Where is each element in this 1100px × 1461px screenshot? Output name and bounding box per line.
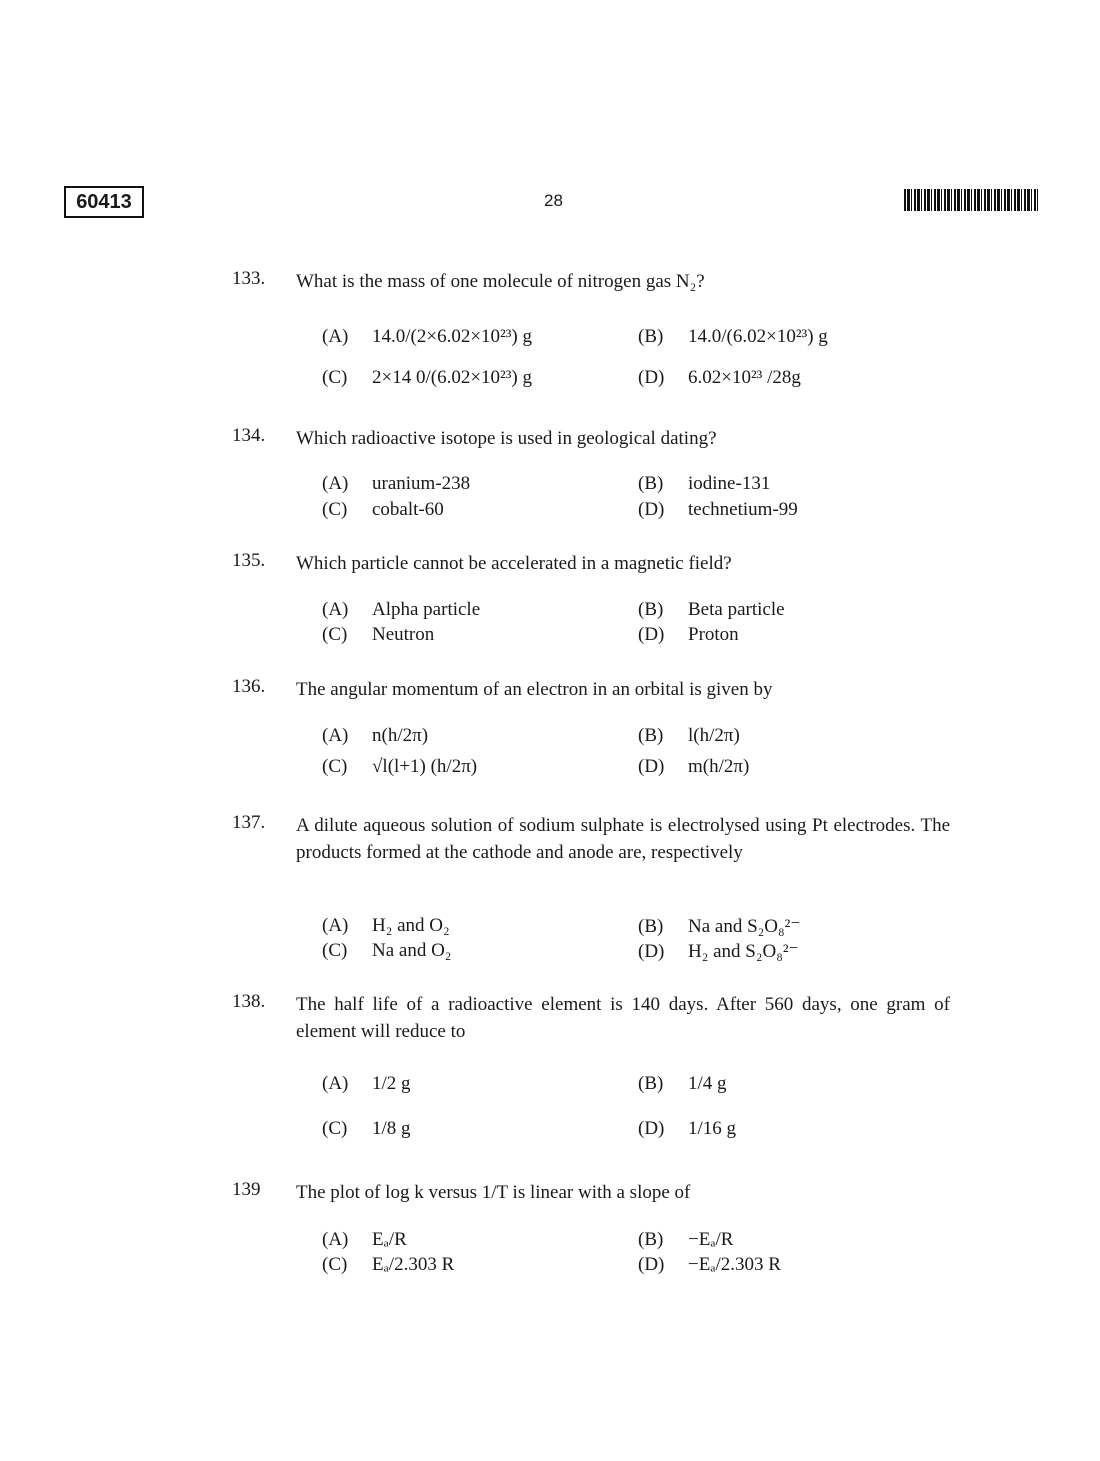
page-number: 28 <box>544 191 563 210</box>
option-d[interactable]: (D) Proton <box>638 624 739 645</box>
option-b[interactable]: (B) 1/4 g <box>638 1073 727 1094</box>
option-c[interactable]: (C) 1/8 g <box>322 1118 411 1139</box>
question-number: 139 <box>232 1179 261 1200</box>
question-number: 138. <box>232 991 266 1012</box>
barcode <box>904 189 1038 211</box>
option-d[interactable]: (D) H₂ and S₂O₈²⁻ <box>638 941 799 962</box>
option-c[interactable]: (C) Neutron <box>322 624 435 645</box>
option-b[interactable]: (B) 14.0/(6.02×10²³) g <box>638 326 828 347</box>
question-text: The plot of log k versus 1/T is linear with a slope of <box>296 1182 691 1203</box>
option-c[interactable]: (C) cobalt-60 <box>322 499 444 520</box>
option-b[interactable]: (B) l(h/2π) <box>638 725 740 746</box>
option-b[interactable]: (B) Na and S₂O₈²⁻ <box>638 916 801 937</box>
option-a[interactable]: (A) 1/2 g <box>322 1073 411 1094</box>
option-c[interactable]: (C) Na and O₂ <box>322 940 452 961</box>
paper-code: 60413 <box>64 186 144 218</box>
question-text: The angular momentum of an electron in an orbital is given by <box>296 679 773 700</box>
option-c[interactable]: (C) √l(l+1) (h/2π) <box>322 756 478 777</box>
option-a[interactable]: (A) 14.0/(2×6.02×10²³) g <box>322 326 533 347</box>
option-d[interactable]: (D) technetium-99 <box>638 499 798 520</box>
question-number: 133. <box>232 268 266 289</box>
option-a[interactable]: (A) Eₐ/R <box>322 1229 407 1250</box>
option-b[interactable]: (B) −Eₐ/R <box>638 1229 734 1250</box>
option-d[interactable]: (D) 6.02×10²³ /28g <box>638 367 801 388</box>
question-text: The half life of a radioactive element is 140 days. After 560 days, one gram of element will reduce to <box>296 994 950 1042</box>
option-d[interactable]: (D) 1/16 g <box>638 1118 737 1139</box>
question-text: Which particle cannot be accelerated in a magnetic field? <box>296 553 732 574</box>
question-number: 136. <box>232 676 266 697</box>
question-text: A dilute aqueous solution of sodium sulphate is electrolysed using Pt electrodes. The products formed at the cathode and anode are, respectively <box>296 815 950 863</box>
option-a[interactable]: (A) Alpha particle <box>322 599 481 620</box>
question-number: 135. <box>232 550 266 571</box>
question-number: 134. <box>232 425 266 446</box>
question-number: 137. <box>232 812 266 833</box>
option-d[interactable]: (D) −Eₐ/2.303 R <box>638 1254 781 1275</box>
option-a[interactable]: (A) n(h/2π) <box>322 725 429 746</box>
option-d[interactable]: (D) m(h/2π) <box>638 756 750 777</box>
question-text: Which radioactive isotope is used in geological dating? <box>296 428 717 449</box>
option-a[interactable]: (A) H₂ and O₂ <box>322 915 450 936</box>
option-c[interactable]: (C) 2×14 0/(6.02×10²³) g <box>322 367 533 388</box>
option-b[interactable]: (B) iodine-131 <box>638 473 771 494</box>
question-text: What is the mass of one molecule of nitrogen gas N₂? <box>296 271 705 292</box>
option-b[interactable]: (B) Beta particle <box>638 599 785 620</box>
option-c[interactable]: (C) Eₐ/2.303 R <box>322 1254 455 1275</box>
option-a[interactable]: (A) uranium-238 <box>322 473 471 494</box>
